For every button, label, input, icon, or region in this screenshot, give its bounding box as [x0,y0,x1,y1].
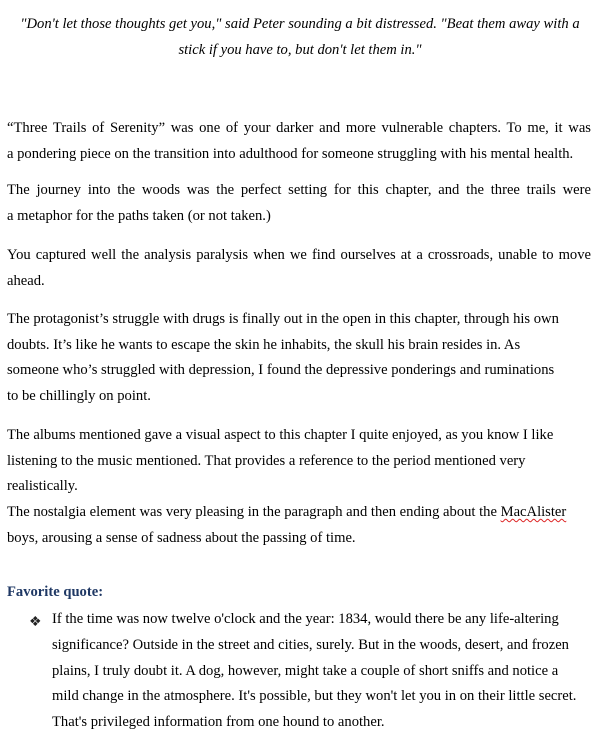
paragraph-albums [7,423,591,500]
paragraph-line-text: The nostalgia element was very pleasing in the paragraph and then ending about the [7,504,501,520]
paragraph-line: boys, arousing a sense of sadness about the passing of time. [7,529,356,546]
quote-line: mild change in the atmosphere. It's possible, but they won't let you in on their little secret. [52,688,577,705]
paragraph-line: a pondering piece on the transition into adulthood for someone struggling with his mental health. [7,145,574,162]
paragraph-protagonist-struggle [7,307,591,409]
paragraph-line: realistically. [7,478,78,494]
diamond-bullet-icon: ❖ [29,615,42,630]
paragraph-line: to be chillingly on point. [7,387,151,404]
quote-line: plains, I truly doubt it. A dog, however, might take a couple of short sniffs and notice a [52,662,559,679]
paragraph-woods-setting [7,178,591,229]
quote-line: If the time was now twelve o'clock and the year: 1834, would there be any life-altering [52,611,559,627]
paragraph-line: someone who’s struggled with depression, I found the depressive ponderings and ruminations [7,362,555,378]
paragraph-line: You captured well the analysis paralysis when we find ourselves at a crossroads, unable to move [7,247,591,263]
paragraph-line: The journey into the woods was the perfect setting for this chapter, and the three trails were [7,182,591,198]
epigraph-line: stick if you have to, but don't let them in." [178,41,422,58]
spellcheck-flagged-word[interactable]: MacAlister [500,504,567,520]
paragraph-line: listening to the music mentioned. That provides a reference to the period mentioned very [7,452,526,469]
paragraph-nostalgia [7,500,591,551]
favorite-quote-heading: Favorite quote: [7,584,104,600]
paragraph-line: “Three Trails of Serenity” was one of your darker and more vulnerable chapters. To me, it was [7,120,591,136]
paragraph-chapter-intro [7,116,591,167]
quote-line: That's privileged information from one hound to another. [52,714,385,731]
paragraph-line: a metaphor for the paths taken (or not taken.) [7,207,271,224]
epigraph [6,12,594,63]
paragraph-line: ahead. [7,272,45,289]
favorite-quote-text [52,607,591,736]
epigraph-line: "Don't let those thoughts get you," said Peter sounding a bit distressed. "Beat them away with a [20,16,580,32]
quote-line: significance? Outside in the street and cities, surely. But in the woods, desert, and frozen [52,636,569,653]
paragraph-line [7,500,591,526]
paragraph-line: The protagonist’s struggle with drugs is finally out in the open in this chapter, through his own [7,311,559,327]
paragraph-analysis-paralysis [7,243,591,294]
paragraph-line: The albums mentioned gave a visual aspect to this chapter I quite enjoyed, as you know I like [7,427,554,443]
paragraph-line: doubts. It’s like he wants to escape the skin he inhabits, the skull his brain resides in. As [7,336,521,353]
